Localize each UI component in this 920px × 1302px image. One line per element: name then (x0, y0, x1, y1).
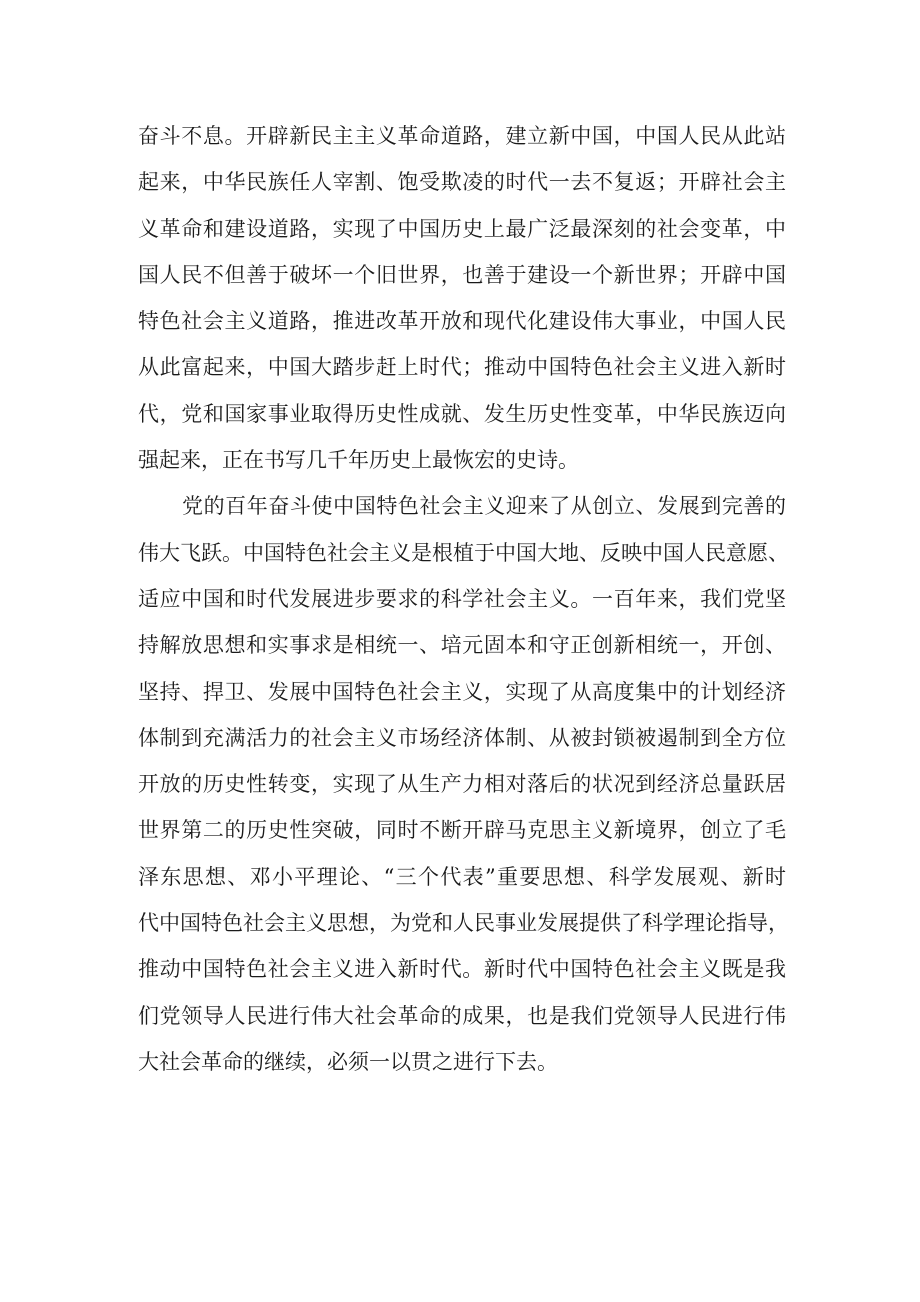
text-line: 奋斗不息。开辟新民主主义革命道路，建立新中国，中国人民从此站 (138, 124, 786, 148)
text-line: 坚持、捍卫、发展中国特色社会主义，实现了从高度集中的计划经济 (138, 679, 786, 704)
text-line: 特色社会主义道路，推进改革开放和现代化建设伟大事业，中国人民 (138, 309, 786, 334)
text-line: 从此富起来，中国大踏步赶上时代；推动中国特色社会主义进入新时 (138, 355, 786, 380)
paragraph-1 (138, 113, 786, 483)
text-line: 推动中国特色社会主义进入新时代。新时代中国特色社会主义既是我 (138, 957, 786, 982)
text-line: 义革命和建设道路，实现了中国历史上最广泛最深刻的社会变革，中 (138, 216, 786, 241)
body-text (138, 113, 789, 1085)
text-line: 适应中国和时代发展进步要求的科学社会主义。一百年来，我们党坚 (138, 586, 786, 611)
text-line: 国人民不但善于破坏一个旧世界，也善于建设一个新世界；开辟中国 (138, 262, 786, 287)
text-line: 代中国特色社会主义思想，为党和人民事业发展提供了科学理论指导， (138, 911, 789, 936)
text-line: 大社会革命的继续，必须一以贯之进行下去。 (138, 1049, 558, 1074)
text-line: 们党领导人民进行伟大社会革命的成果，也是我们党领导人民进行伟 (138, 1003, 786, 1028)
text-line: 起来，中华民族任人宰割、饱受欺凌的时代一去不复返；开辟社会主 (138, 170, 786, 195)
text-line: 开放的历史性转变，实现了从生产力相对落后的状况到经济总量跃居 (138, 772, 786, 797)
text-line: 强起来，正在书写几千年历史上最恢宏的史诗。 (138, 448, 579, 473)
text-line: 伟大飞跃。中国特色社会主义是根植于中国大地、反映中国人民意愿、 (138, 540, 789, 565)
text-line: 世界第二的历史性突破，同时不断开辟马克思主义新境界，创立了毛 (138, 818, 786, 843)
text-line: 党的百年奋斗使中国特色社会主义迎来了从创立、发展到完善的 (182, 494, 786, 519)
text-line: 持解放思想和实事求是相统一、培元固本和守正创新相统一，开创、 (138, 633, 786, 658)
text-line: 代，党和国家事业取得历史性成就、发生历史性变革，中华民族迈向 (138, 401, 786, 426)
text-line: 体制到充满活力的社会主义市场经济体制、从被封锁被遏制到全方位 (138, 725, 786, 750)
paragraph-2 (138, 483, 789, 1085)
text-line: 泽东思想、邓小平理论、“三个代表”重要思想、科学发展观、新时 (138, 864, 786, 889)
